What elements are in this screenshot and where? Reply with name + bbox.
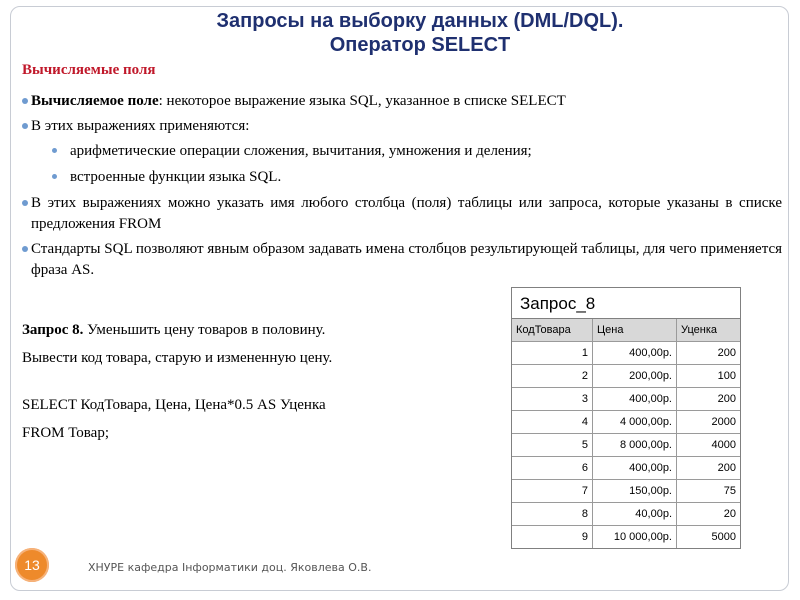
table-cell: 2000 — [677, 411, 741, 434]
sub-bullet-functions: встроенные функции языка SQL. — [52, 167, 782, 188]
page-number-badge: 13 — [15, 548, 49, 582]
table-cell: 20 — [677, 503, 741, 526]
table-row — [512, 365, 740, 388]
table-cell: 40,00р. — [593, 503, 677, 526]
table-row — [512, 480, 740, 503]
table-row — [512, 434, 740, 457]
table-cell: 6 — [512, 457, 593, 480]
sub-bullet-arithmetic: арифметические операции сложения, вычитания, умножения и деления; — [52, 141, 782, 162]
bullet-computed-field — [22, 91, 782, 112]
column-header: Цена — [593, 319, 677, 342]
table-cell: 75 — [677, 480, 741, 503]
result-table — [511, 287, 741, 549]
result-table-grid — [512, 319, 740, 548]
table-cell: 400,00р. — [593, 342, 677, 365]
table-cell: 7 — [512, 480, 593, 503]
table-cell: 200 — [677, 342, 741, 365]
table-row — [512, 388, 740, 411]
query-sql-line-2: FROM Товар; — [22, 425, 110, 441]
bullet-term: Вычисляемое поле — [31, 93, 159, 109]
query-task-text: Уменьшить цену товаров в половину. — [83, 322, 326, 338]
table-cell: 3 — [512, 388, 593, 411]
table-row — [512, 503, 740, 526]
table-cell: 150,00р. — [593, 480, 677, 503]
column-header: КодТовара — [512, 319, 593, 342]
bullet-expressions: В этих выражениях применяются: — [22, 116, 782, 137]
table-cell: 1 — [512, 342, 593, 365]
table-cell: 5 — [512, 434, 593, 457]
table-cell: 400,00р. — [593, 457, 677, 480]
table-cell: 4000 — [677, 434, 741, 457]
column-header: Уценка — [677, 319, 741, 342]
result-table-caption: Запрос_8 — [512, 288, 740, 319]
table-cell: 100 — [677, 365, 741, 388]
bullet-text: : некоторое выражение языка SQL, указанное в списке SELECT — [158, 93, 566, 109]
table-row — [512, 342, 740, 365]
bullet-column-names: В этих выражениях можно указать имя любого столбца (поля) таблицы или запроса, которые указаны в списке предложения FROM — [22, 193, 782, 235]
table-row — [512, 526, 740, 549]
table-header-row — [512, 319, 740, 342]
section-heading: Вычисляемые поля — [22, 62, 156, 78]
query-example — [22, 321, 482, 452]
table-row — [512, 411, 740, 434]
slide-content — [22, 61, 782, 285]
table-cell: 4 — [512, 411, 593, 434]
table-cell: 8 — [512, 503, 593, 526]
query-task — [22, 321, 482, 340]
table-cell: 200 — [677, 457, 741, 480]
query-label: Запрос 8. — [22, 322, 84, 338]
table-row — [512, 457, 740, 480]
table-cell: 400,00р. — [593, 388, 677, 411]
bullet-sql-standards: Стандарты SQL позволяют явным образом задавать имена столбцов результирующей таблицы, для чего применяется фраза AS. — [22, 239, 782, 281]
table-cell: 200 — [677, 388, 741, 411]
table-cell: 2 — [512, 365, 593, 388]
table-cell: 8 000,00р. — [593, 434, 677, 457]
table-cell: 200,00р. — [593, 365, 677, 388]
table-cell: 4 000,00р. — [593, 411, 677, 434]
slide-title-line-2: Оператор SELECT — [329, 34, 511, 56]
table-cell: 10 000,00р. — [593, 526, 677, 549]
table-cell: 5000 — [677, 526, 741, 549]
query-task-2: Вывести код товара, старую и измененную цену. — [22, 350, 333, 366]
slide-title-line-1: Запросы на выборку данных (DML/DQL). — [216, 10, 624, 32]
slide-title — [0, 9, 800, 57]
query-sql-line-1: SELECT КодТовара, Цена, Цена*0.5 AS Уценка — [22, 397, 326, 413]
table-cell: 9 — [512, 526, 593, 549]
footer-text: ХНУРЕ кафедра Інформатики доц. Яковлева О.В. — [88, 561, 372, 574]
